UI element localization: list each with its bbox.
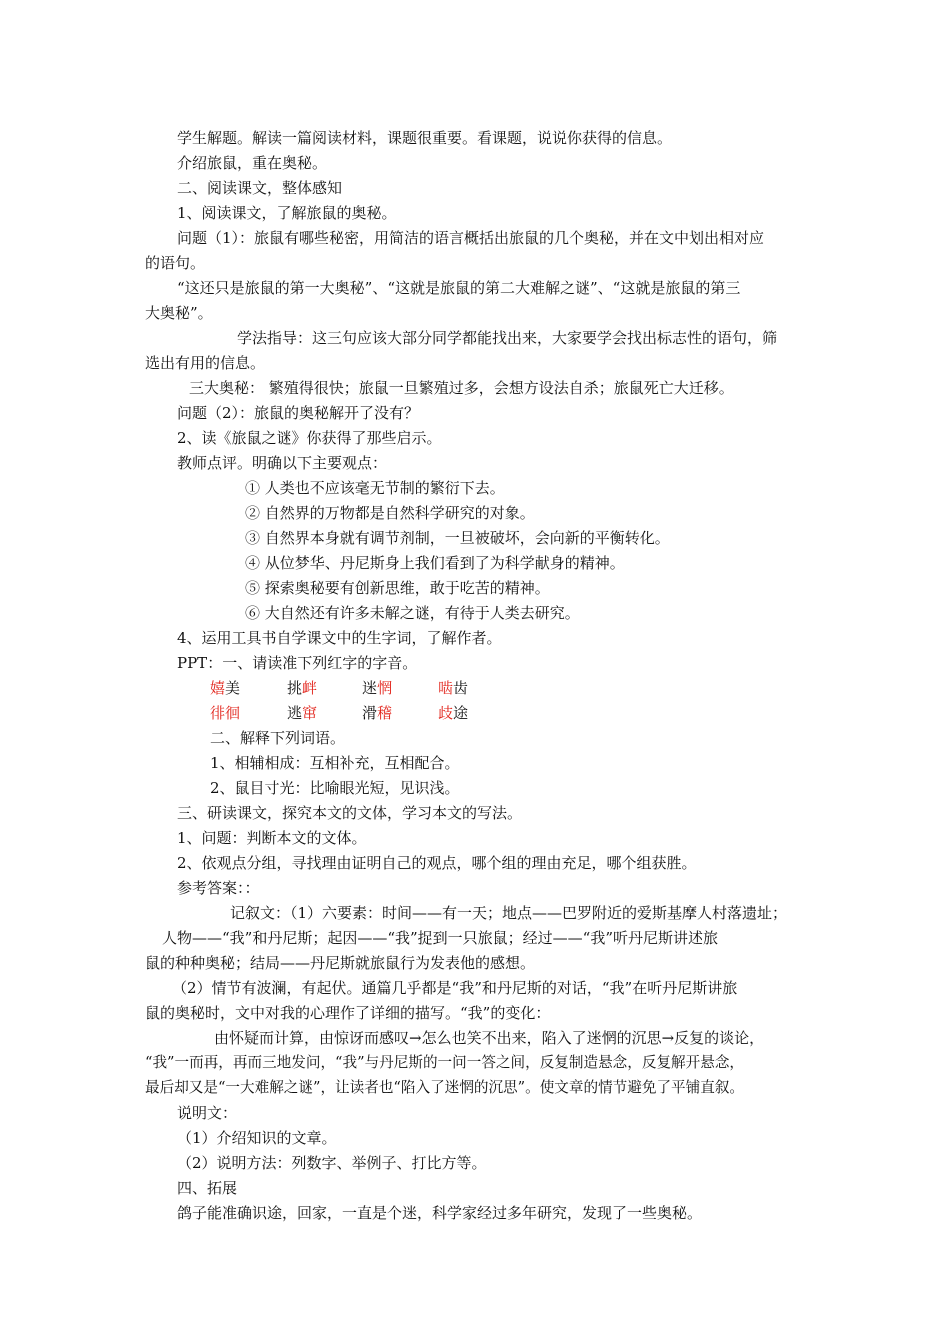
vocab-word: 滑稽 — [362, 704, 393, 722]
section-heading: 三、研读课文，探究本文的文体，学习本文的写法。 — [177, 804, 523, 822]
text-line: 2、依观点分组，寻找理由证明自己的观点，哪个组的理由充足，哪个组获胜。 — [177, 854, 697, 872]
text-line: 学生解题。解读一篇阅读材料，课题很重要。看课题，说说你获得的信息。 — [177, 129, 673, 147]
list-item: ③ 自然界本身就有调节剂制，一旦被破坏，会向新的平衡转化。 — [245, 529, 670, 547]
text-line: 鸽子能准确识途，回家，一直是个迷，科学家经过多年研究，发现了一些奥秘。 — [177, 1204, 703, 1222]
text-line: （2）说明方法：列数字、举例子、打比方等。 — [177, 1154, 487, 1172]
question-line: 问题（2）：旅鼠的奥秘解开了没有？ — [177, 404, 420, 422]
text-line: （2）情节有波澜，有起伏。通篇几乎都是“我”和丹尼斯的对话，“我”在听丹尼斯讲旅 — [172, 979, 738, 997]
text-line: 1、阅读课文，了解旅鼠的奥秘。 — [177, 204, 397, 222]
text-line: 由怀疑而计算，由惊讶而感叹→怎么也笑不出来，陷入了迷惘的沉思→反复的谈论， — [214, 1029, 765, 1047]
section-heading: 四、拓展 — [177, 1179, 238, 1197]
text-line: 二、解释下列词语。 — [210, 729, 346, 747]
vocab-word: 歧途 — [438, 704, 469, 722]
text-line: 说明文： — [177, 1104, 238, 1122]
vocab-word: 徘徊 — [210, 704, 241, 722]
text-line: “我”一而再，再而三地发问，“我”与丹尼斯的一问一答之间，反复制造悬念，反复解开悬念， — [145, 1054, 745, 1071]
text-line: 人物——“我”和丹尼斯；起因——“我”捉到一只旅鼠；经过——“我”听丹尼斯讲述旅 — [162, 929, 719, 947]
text-line: 最后却又是“一大难解之谜”，让读者也“陷入了迷惘的沉思”。使文章的情节避免了平铺直叙。 — [145, 1079, 745, 1096]
text-line: 1、问题：判断本文的文体。 — [177, 829, 367, 847]
text-line: 记叙文：（1）六要素：时间——有一天；地点——巴罗附近的爱斯基摩人村落遗址； — [230, 904, 788, 922]
vocab-word: 嬉美 — [210, 679, 241, 697]
vocab-word: 挑衅 — [287, 679, 318, 697]
text-line: “这还只是旅鼠的第一大奥秘”、“这就是旅鼠的第二大难解之谜”、“这就是旅鼠的第三 — [177, 279, 741, 297]
text-line: （1）介绍知识的文章。 — [177, 1129, 337, 1147]
vocab-word: 啮齿 — [438, 679, 469, 697]
text-line: 参考答案：： — [177, 879, 260, 897]
list-item: ④ 从位梦华、丹尼斯身上我们看到了为科学献身的精神。 — [245, 554, 625, 572]
vocab-word: 逃窜 — [287, 704, 318, 722]
list-item: ⑥ 大自然还有许多未解之谜，有待于人类去研究。 — [245, 604, 580, 622]
text-line: 2、读《旅鼠之谜》你获得了那些启示。 — [177, 429, 442, 447]
text-line: 教师点评。明确以下主要观点： — [177, 454, 388, 472]
text-line: 学法指导：这三句应该大部分同学都能找出来，大家要学会找出标志性的语句，筛 — [237, 329, 778, 347]
list-item: ① 人类也不应该毫无节制的繁衍下去。 — [245, 479, 505, 497]
text-line: 鼠的种种奥秘；结局——丹尼斯就旅鼠行为发表他的感想。 — [145, 954, 536, 972]
section-heading: 二、阅读课文，整体感知 — [177, 179, 343, 197]
text-line: 1、相辅相成：互相补充，互相配合。 — [210, 754, 460, 772]
question-line: 问题（1）：旅鼠有哪些秘密，用简洁的语言概括出旅鼠的几个奥秘，并在文中划出相对应 — [177, 229, 765, 247]
vocab-word: 迷惘 — [362, 679, 393, 697]
list-item: ② 自然界的万物都是自然科学研究的对象。 — [245, 504, 535, 522]
text-line: 大奥秘”。 — [145, 304, 213, 322]
text-line: 三大奥秘： 繁殖得很快；旅鼠一旦繁殖过多，会想方设法自杀；旅鼠死亡大迁移。 — [189, 379, 734, 397]
text-line: 2、鼠目寸光：比喻眼光短，见识浅。 — [210, 779, 460, 797]
list-item: ⑤ 探索奥秘要有创新思维，敢于吃苦的精神。 — [245, 579, 550, 597]
text-line: 4、运用工具书自学课文中的生字词，了解作者。 — [177, 629, 502, 647]
text-line: 选出有用的信息。 — [145, 354, 266, 372]
text-line: 介绍旅鼠，重在奥秘。 — [177, 154, 328, 172]
text-line: PPT：一、请读准下列红字的字音。 — [177, 654, 418, 672]
text-line: 的语句。 — [145, 254, 206, 272]
text-line: 鼠的奥秘时，文中对我的心理作了详细的描写。“我”的变化： — [145, 1004, 551, 1022]
